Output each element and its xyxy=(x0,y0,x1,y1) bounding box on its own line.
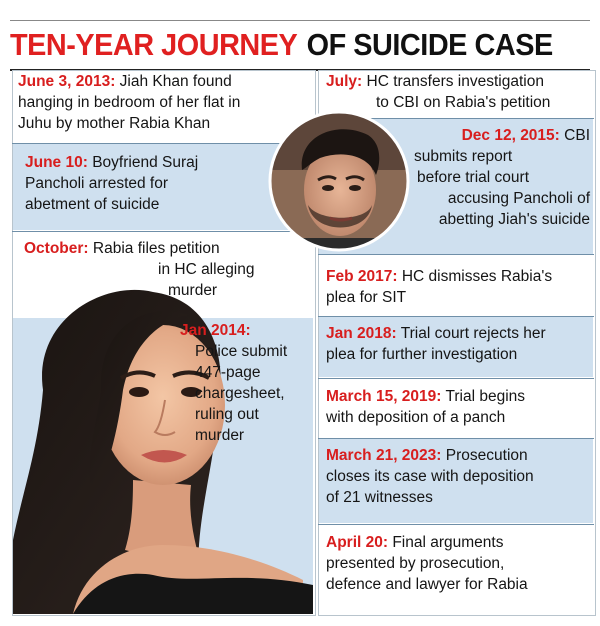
entry-date: Feb 2017: xyxy=(326,268,398,285)
divider xyxy=(318,378,594,379)
entry-date: Jan 2018: xyxy=(326,325,397,342)
entry-text: Trial begins xyxy=(445,388,526,405)
entry-date: June 10: xyxy=(25,154,88,171)
entry-date: March 15, 2019: xyxy=(326,388,442,405)
entry-text: plea for further investigation xyxy=(326,346,518,363)
entry-text: before trial court xyxy=(417,169,529,186)
entry-text: ruling out xyxy=(195,406,259,423)
entry-text: with deposition of a panch xyxy=(326,409,506,426)
entry-text: presented by prosecution, xyxy=(326,555,505,572)
entry-text: Juhu by mother Rabia Khan xyxy=(18,115,211,132)
entry-text: Final arguments xyxy=(392,534,504,551)
entry-text: plea for SIT xyxy=(326,289,407,306)
timeline-entry xyxy=(326,266,594,314)
entry-date: March 21, 2023: xyxy=(326,447,442,464)
entry-text: Trial court rejects her xyxy=(400,325,546,342)
timeline-entry xyxy=(326,532,594,610)
entry-text: of 21 witnesses xyxy=(326,489,433,506)
entry-date: April 20: xyxy=(326,534,389,551)
entry-text: Boyfriend Suraj xyxy=(92,154,199,171)
entry-text: Pancholi arrested for xyxy=(25,175,169,192)
timeline-entry xyxy=(326,386,594,434)
timeline-entry xyxy=(400,125,594,253)
timeline-entry xyxy=(180,320,310,470)
entry-text: chargesheet, xyxy=(195,385,285,402)
entry-text: Police submit xyxy=(195,343,288,360)
entry-text: CBI xyxy=(564,127,590,144)
entry-text: abetment of suicide xyxy=(25,196,160,213)
entry-text: hanging in bedroom of her flat in xyxy=(18,94,241,111)
divider xyxy=(318,254,594,255)
headline-red: TEN-YEAR JOURNEY xyxy=(10,27,298,62)
entry-date: June 3, 2013: xyxy=(18,73,116,90)
entry-text: 447-page xyxy=(195,364,261,381)
entry-date: Jan 2014: xyxy=(180,322,251,339)
entry-text: murder xyxy=(168,282,218,299)
timeline-entry xyxy=(319,439,593,523)
entry-text: Prosecution xyxy=(445,447,528,464)
timeline-entry xyxy=(319,317,593,377)
entry-date: July: xyxy=(326,73,363,90)
entry-text: murder xyxy=(195,427,245,444)
entry-text: defence and lawyer for Rabia xyxy=(326,576,528,593)
entry-text: accusing Pancholi of xyxy=(447,190,590,207)
entry-text: Rabia files petition xyxy=(92,240,220,257)
headline-black: OF SUICIDE CASE xyxy=(306,27,553,62)
entry-text: in HC alleging xyxy=(158,261,255,278)
suraj-pancholi-photo xyxy=(268,110,410,252)
entry-text: closes its case with deposition xyxy=(326,468,534,485)
entry-text: HC transfers investigation xyxy=(366,73,544,90)
entry-text: to CBI on Rabia's petition xyxy=(376,94,551,111)
entry-date: October: xyxy=(24,240,89,257)
entry-text: Jiah Khan found xyxy=(119,73,232,90)
divider xyxy=(318,524,594,525)
entry-text: HC dismisses Rabia's xyxy=(401,268,553,285)
entry-text: submits report xyxy=(414,148,513,165)
headline xyxy=(10,20,590,71)
entry-date: Dec 12, 2015: xyxy=(461,127,560,144)
entry-text: abetting Jiah's suicide xyxy=(438,211,590,228)
